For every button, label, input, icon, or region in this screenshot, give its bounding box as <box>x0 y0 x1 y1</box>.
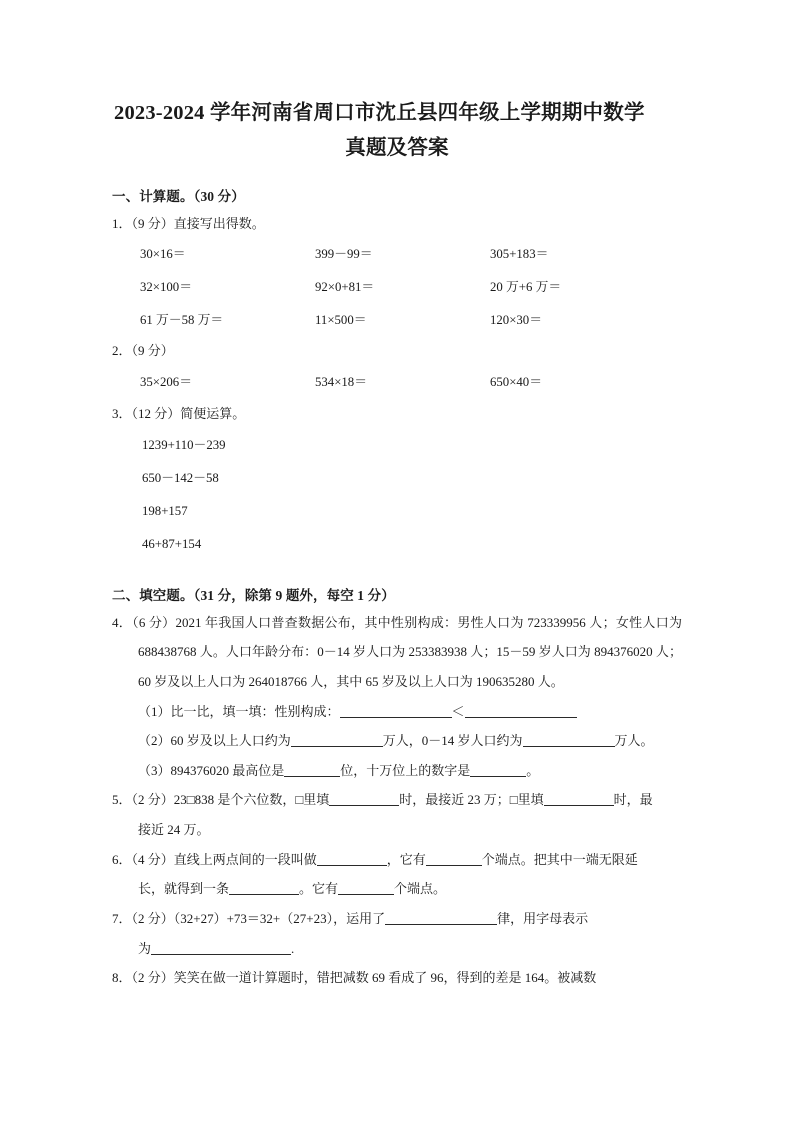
question-2-expressions <box>112 366 682 399</box>
answer-blank[interactable] <box>284 762 340 777</box>
question-5-text-b: 时，最接近 23 万；□里填 <box>399 792 544 808</box>
calc-expression: 650－142－58 <box>142 470 219 485</box>
calc-expression: 198+157 <box>142 504 188 519</box>
answer-blank[interactable] <box>317 851 387 866</box>
calc-expression: 20 万+6 万＝ <box>490 280 562 295</box>
calc-expression: 61 万－58 万＝ <box>140 312 224 327</box>
question-6-text-b: ，它有 <box>386 851 426 867</box>
question-4-sub-1-text: （1）比一比，填一填：性别构成： <box>138 703 340 719</box>
question-1-stem: 1．（9 分）直接写出得数。 <box>112 215 265 231</box>
question-7-continued <box>112 934 682 964</box>
question-3-expressions <box>112 429 682 562</box>
calc-expression: 32×100＝ <box>140 280 193 295</box>
calc-expression: 120×30＝ <box>490 312 543 327</box>
question-6-continued <box>112 874 682 904</box>
answer-blank[interactable] <box>385 910 497 925</box>
answer-blank[interactable] <box>329 791 399 806</box>
calc-expression: 650×40＝ <box>490 375 543 390</box>
calc-expression: 1239+110－239 <box>142 437 226 452</box>
question-4-sub-2-text-c: 万人。 <box>614 733 654 749</box>
question-4-sub-3-text-b: 位，十万位上的数字是 <box>340 762 471 778</box>
question-4-sub-3-text-a: （3）894376020 最高位是 <box>138 762 285 778</box>
calc-expression: 399－99＝ <box>315 247 373 262</box>
title-line-1: 2023-2024 学年河南省周口市沈丘县四年级上学期期中数学 <box>114 102 645 124</box>
question-4-sub-2 <box>112 726 682 756</box>
question-4-sub-3 <box>112 756 682 786</box>
question-7-text-c: 为 <box>138 940 152 956</box>
question-6-text-a: 6．（4 分）直线上两点间的一段叫做 <box>112 851 317 867</box>
calc-expression: 35×206＝ <box>140 375 193 390</box>
section-heading-2: 二、填空题。（31 分，除第 9 题外，每空 1 分） <box>112 587 395 603</box>
calc-expression: 11×500＝ <box>315 312 367 327</box>
answer-blank[interactable] <box>544 791 614 806</box>
question-5-text-a: 5．（2 分）23□838 是个六位数，□里填 <box>112 792 330 808</box>
question-6-text-d: 长，就得到一条 <box>138 881 230 897</box>
answer-blank[interactable] <box>523 732 615 747</box>
question-6 <box>112 845 682 875</box>
question-6-text-e: 。它有 <box>299 881 339 897</box>
question-4-sub-2-text-a: （2）60 岁及以上人口约为 <box>138 733 291 749</box>
answer-blank[interactable] <box>470 762 526 777</box>
section-heading-1: 一、计算题。（30 分） <box>112 188 245 204</box>
page-title <box>112 96 682 167</box>
answer-blank[interactable] <box>291 732 383 747</box>
question-3-stem: 3．（12 分）简便运算。 <box>112 405 246 421</box>
answer-blank[interactable] <box>465 703 577 718</box>
question-6-text-f: 个端点。 <box>394 881 447 897</box>
answer-blank[interactable] <box>340 703 452 718</box>
question-4-sub-1 <box>112 697 682 727</box>
answer-blank[interactable] <box>151 940 291 955</box>
calc-expression: 46+87+154 <box>142 537 202 552</box>
less-than-symbol: ＜ <box>451 703 465 719</box>
question-6-text-c: 个端点。把其中一端无限延 <box>481 851 638 867</box>
question-1-expressions <box>112 238 682 336</box>
question-5-text-c: 时，最 <box>613 792 653 808</box>
question-4-sub-3-text-c: 。 <box>526 762 540 778</box>
answer-blank[interactable] <box>426 851 482 866</box>
question-7-text-a: 7．（2 分）（32+27）+73＝32+（27+23），运用了 <box>112 910 386 926</box>
title-line-2: 真题及答案 <box>345 137 449 160</box>
calc-expression: 305+183＝ <box>490 247 549 262</box>
question-7-text-b: 律，用字母表示 <box>497 910 589 926</box>
question-7 <box>112 904 682 934</box>
answer-blank[interactable] <box>338 880 394 895</box>
question-2-stem: 2．（9 分） <box>112 343 174 359</box>
question-4-stem: 4．（6 分）2021 年我国人口普查数据公布，其中性别构成：男性人口为 723339956 人；女性人口为 688438768 人。人口年龄分布：0－14 岁人口为 253383938 人；15－59 岁人口为 894376020 人；60 岁及以上人口为 264018766 人，其中 65 岁及以上人口为 190635280 人。 <box>112 614 682 689</box>
answer-blank[interactable] <box>229 880 299 895</box>
page-content <box>112 96 682 993</box>
calc-expression: 534×18＝ <box>315 375 368 390</box>
question-8: 8．（2 分）笑笑在做一道计算题时，错把减数 69 看成了 96，得到的差是 164。被减数 <box>112 970 597 986</box>
question-4-sub-2-text-b: 万人，0－14 岁人口约为 <box>382 733 523 749</box>
question-5 <box>112 785 682 815</box>
calc-expression: 92×0+81＝ <box>315 280 375 295</box>
question-7-text-d: . <box>291 940 295 956</box>
question-5-continued: 接近 24 万。 <box>138 822 210 838</box>
calc-expression: 30×16＝ <box>140 247 186 262</box>
